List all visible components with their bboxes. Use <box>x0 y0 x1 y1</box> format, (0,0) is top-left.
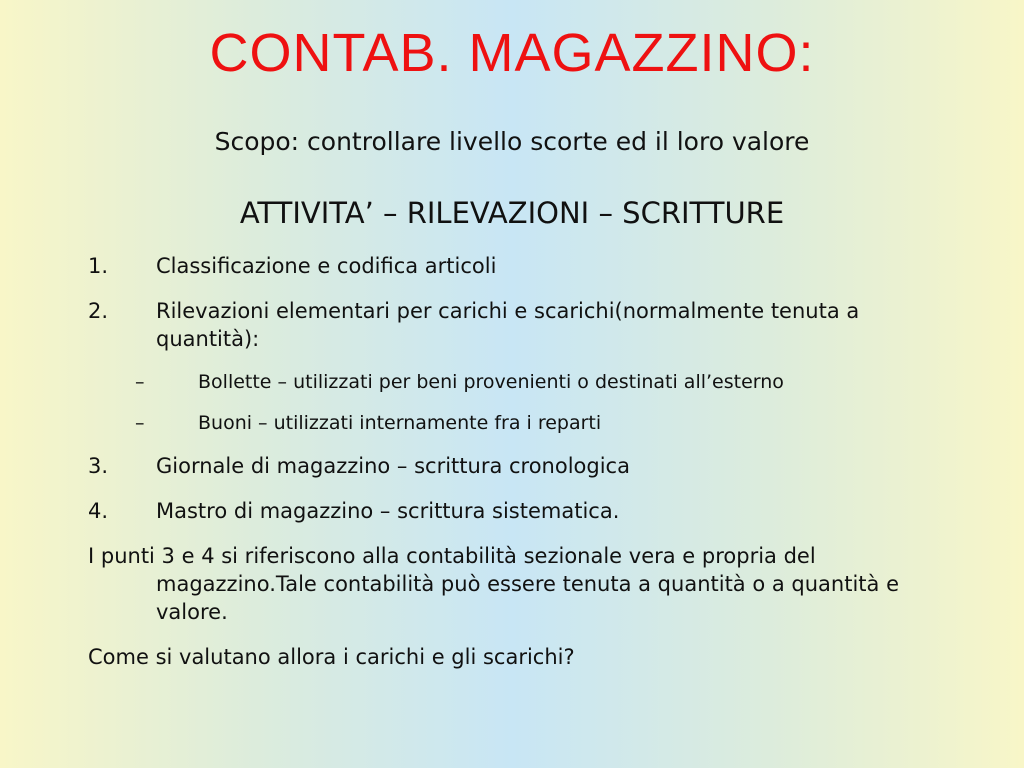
slide-title: CONTAB. MAGAZZINO: <box>209 23 815 83</box>
list-item-text: Classificazione e codifica articoli <box>156 254 497 278</box>
section-heading: ATTIVITA’ – RILEVAZIONI – SCRITTURE <box>239 196 785 230</box>
sub-item-bollette <box>88 370 968 394</box>
list-item-2 <box>88 297 968 353</box>
slide-content <box>88 252 968 688</box>
list-number: 1. <box>88 254 109 278</box>
list-item-4 <box>88 497 968 525</box>
list-item-3 <box>88 452 968 480</box>
list-number: 2. <box>88 299 109 323</box>
list-number: 4. <box>88 499 109 523</box>
sub-item-buoni <box>88 411 968 435</box>
dash-marker: – <box>135 371 145 393</box>
paragraph-question: Come si valutano allora i carichi e gli scarichi? <box>88 645 575 669</box>
sub-item-text: Buoni – utilizzati internamente fra i reparti <box>198 412 602 434</box>
list-number: 3. <box>88 454 109 478</box>
list-item-text: Rilevazioni elementari per carichi e scarichi(normalmente tenuta a quantità): <box>156 299 860 351</box>
list-item-text: Giornale di magazzino – scrittura cronologica <box>156 454 630 478</box>
list-item-text: Mastro di magazzino – scrittura sistematica. <box>156 499 620 523</box>
list-item-1 <box>88 252 968 280</box>
sub-item-text: Bollette – utilizzati per beni provenienti o destinati all’esterno <box>198 371 784 393</box>
slide-subtitle: Scopo: controllare livello scorte ed il loro valore <box>214 127 810 156</box>
dash-marker: – <box>135 412 145 434</box>
paragraph-contabilita-sezionale: I punti 3 e 4 si riferiscono alla contabilità sezionale vera e propria del magazzino.Tale contabilità può essere tenuta a quantità o a quantità e valore. <box>88 544 899 624</box>
